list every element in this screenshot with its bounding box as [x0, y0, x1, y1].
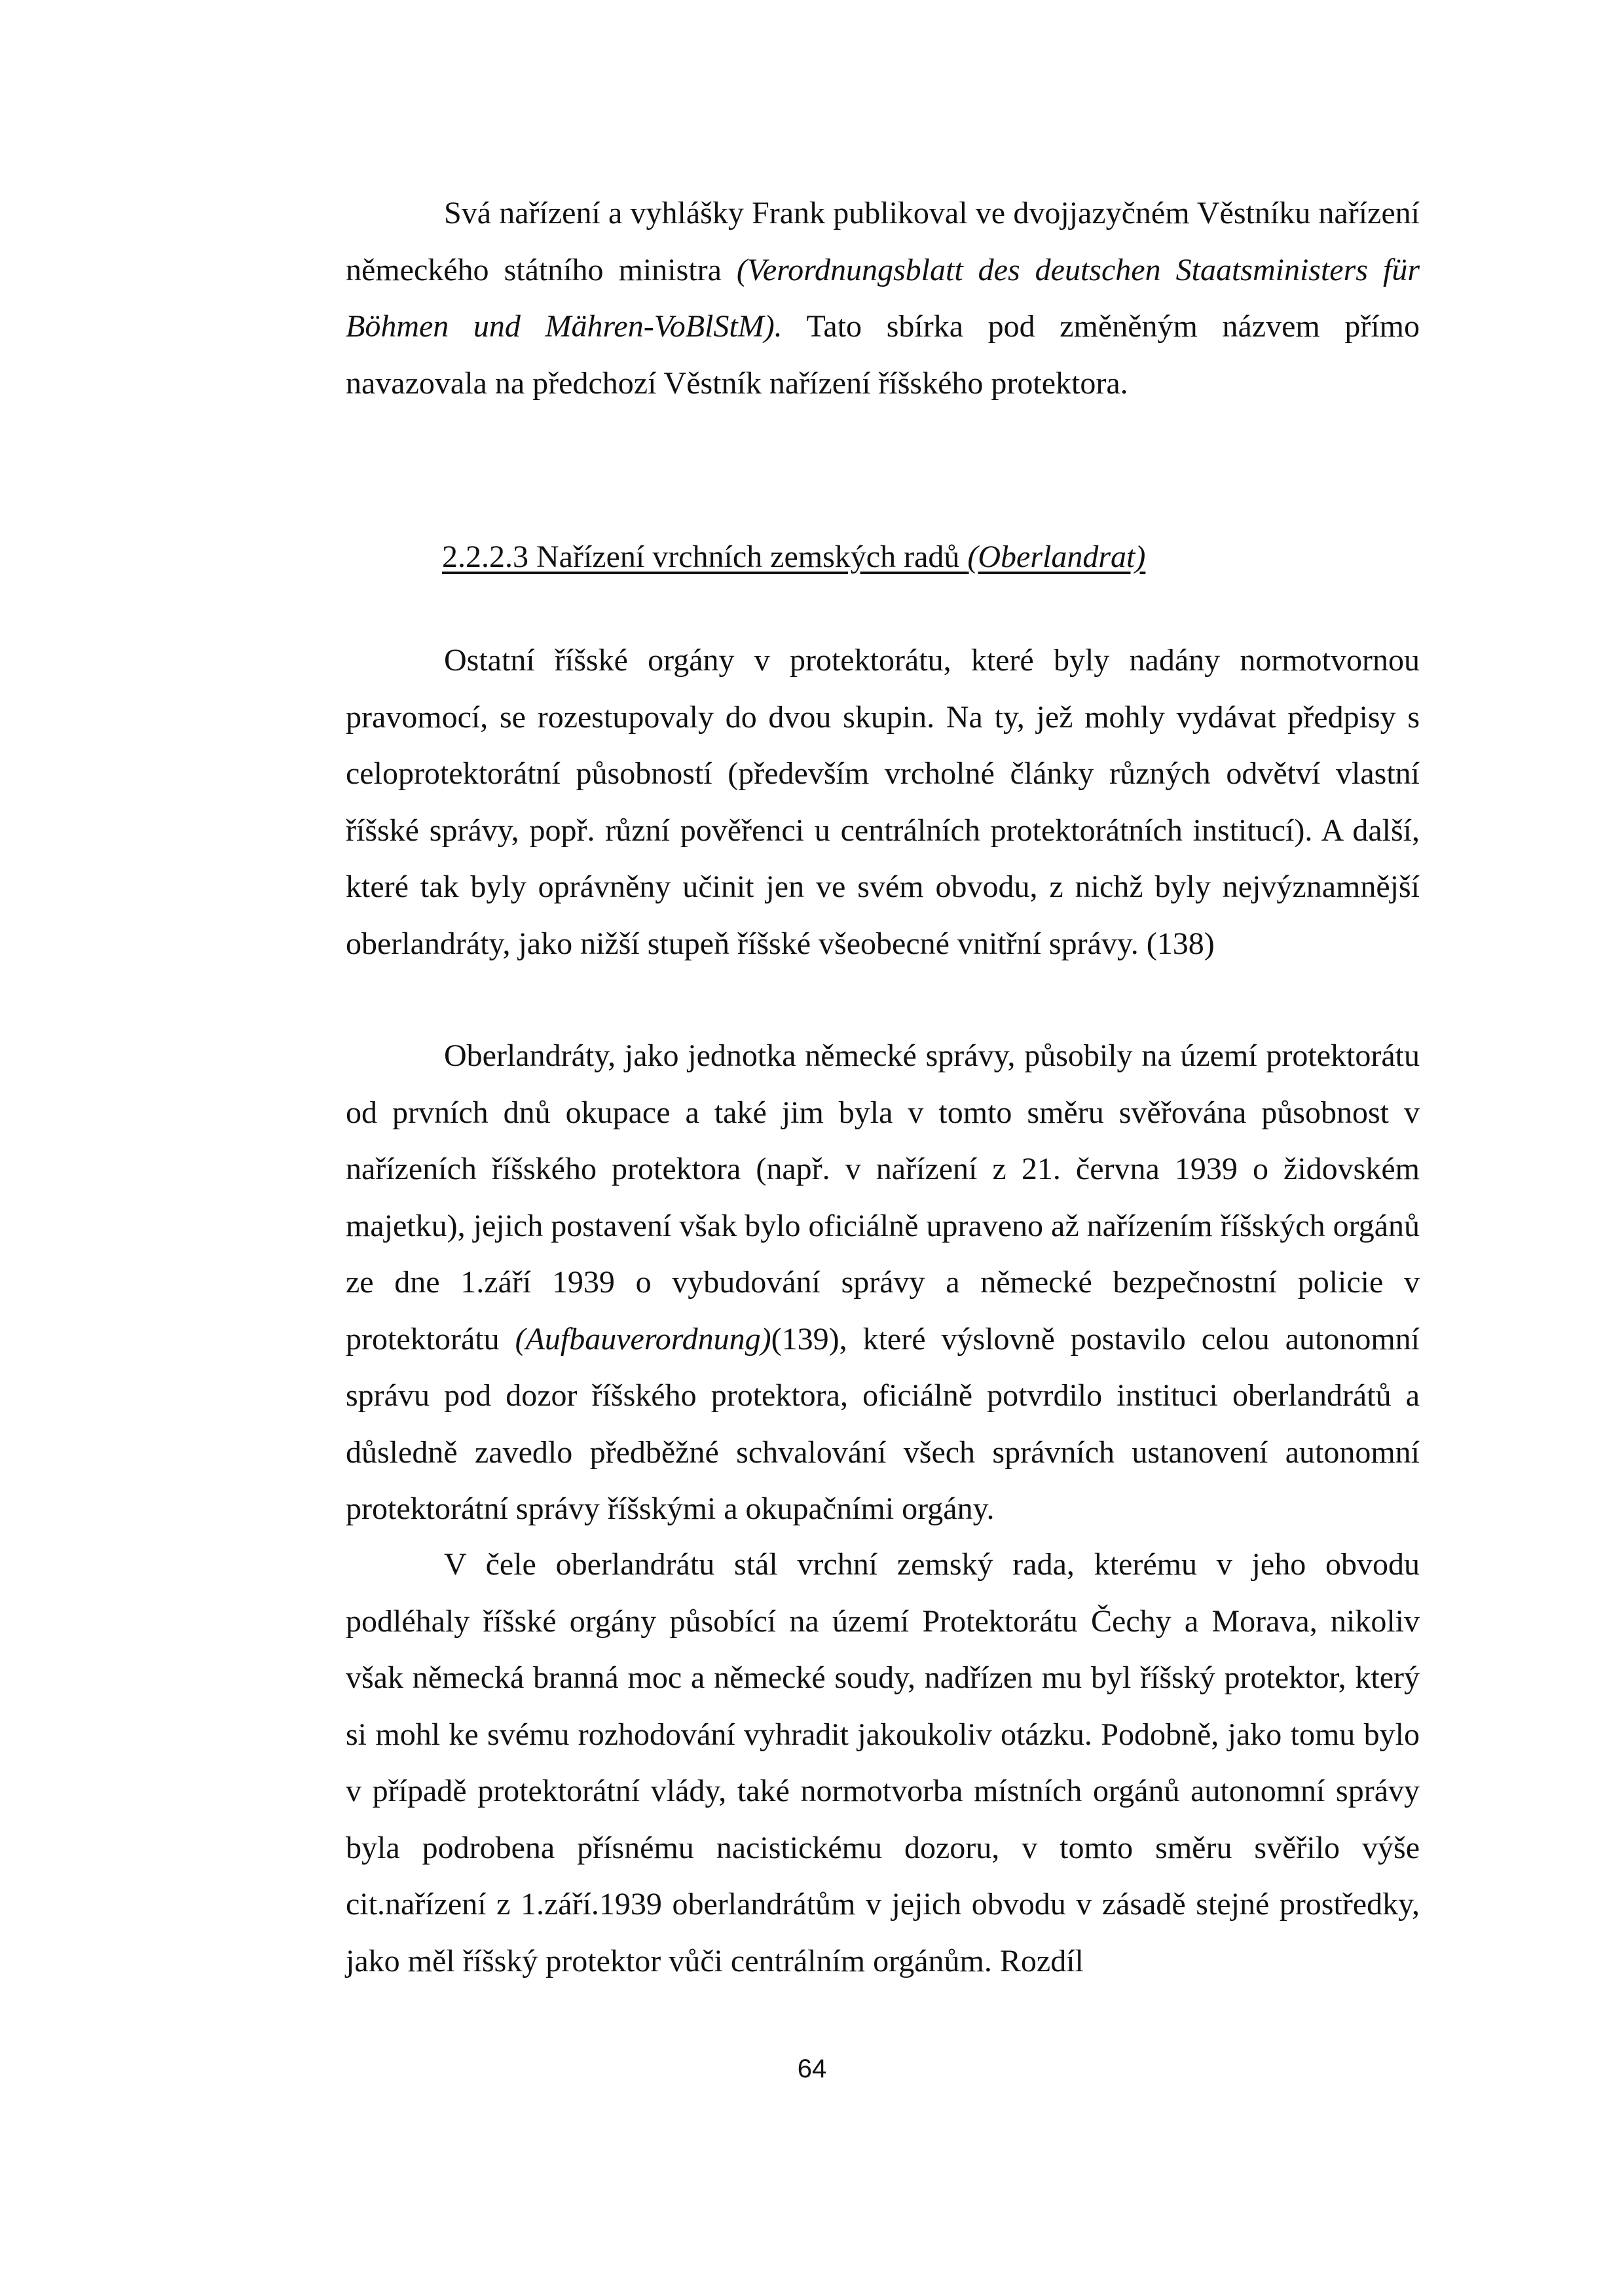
paragraph-rissske-organy — [346, 632, 1420, 972]
paragraph-oberlandraty-text-a: Oberlandráty, jako jednotka německé správy, působily na území protektorátu od prvních dnů okupace a také jim byla v tomto směru svěřována působnost v nařízeních říšského protektora (např. v nařízení z 21. června 1939 o židovském majetku), jejich postavení však bylo oficiálně upraveno až nařízením říšských orgánů ze dne 1.září 1939 o vybudování správy a německé bezpečnostní policie v protektorátu — [346, 1038, 1420, 1357]
paragraph-vestnik — [346, 185, 1420, 412]
paragraph-rissske-organy-text: Ostatní říšské orgány v protektorátu, které byly nadány normotvornou pravomocí, se rozestupovaly do dvou skupin. Na ty, jež mohly vydávat předpisy s celoprotektorátní působností (především vrcholné články různých odvětví vlastní říšské správy, popř. různí pověřenci u centrálních protektorátních institucí). A další, které tak byly oprávněny učinit jen ve svém obvodu, z nichž byly nejvýznamnější oberlandráty, jako nižší stupeň říšské všeobecné vnitřní správy. (138) — [346, 643, 1420, 961]
paragraph-vestnik-italic: (Verordnungsblatt des deutschen Staatsministers für Böhmen und Mähren-VoBlStM). — [346, 252, 1420, 344]
paragraph-oberlandraty-text-b: (139), které výslovně postavilo celou autonomní správu pod dozor říšského protektora, oficiálně potvrdilo instituci oberlandrátů a důsledně zavedlo předběžné schvalování všech správních ustanovení autonomní protektorátní správy říšskými a okupačními orgány. — [346, 1321, 1420, 1526]
paragraph-oberlandraty-italic: (Aufbauverordnung) — [515, 1321, 771, 1357]
section-heading — [442, 529, 1145, 585]
section-heading-italic: (Oberlandrat) — [967, 539, 1146, 574]
paragraph-oberlandraty — [346, 1028, 1420, 1538]
section-heading-text: 2.2.2.3 Nařízení vrchních zemských radů — [442, 539, 968, 574]
paragraph-vrchni-zemsky-rada-text: V čele oberlandrátu stál vrchní zemský rada, kterému v jeho obvodu podléhaly říšské orgány působící na území Protektorátu Čechy a Morava, nikoliv však německá branná moc a německé soudy, nadřízen mu byl říšský protektor, který si mohl ke svému rozhodování vyhradit jakoukoliv otázku. Podobně, jako tomu bylo v případě protektorátní vlády, také normotvorba místních orgánů autonomní správy byla podrobena přísnému nacistickému dozoru, v tomto směru svěřilo výše cit.nařízení z 1.září.1939 oberlandrátům v jejich obvodu v zásadě stejné prostředky, jako měl říšský protektor vůči centrálním orgánům. Rozdíl — [346, 1547, 1420, 1978]
paragraph-vestnik-text-a: Svá nařízení a vyhlášky Frank publikoval ve dvojjazyčném Věstníku nařízení německého státního ministra — [346, 196, 1420, 287]
paragraph-vestnik-text-b: Tato sbírka pod změněným názvem přímo navazovala na předchozí Věstník nařízení říšského protektora. — [346, 309, 1420, 401]
paragraph-vrchni-zemsky-rada — [346, 1537, 1420, 1990]
page-number: 64 — [797, 2054, 827, 2083]
